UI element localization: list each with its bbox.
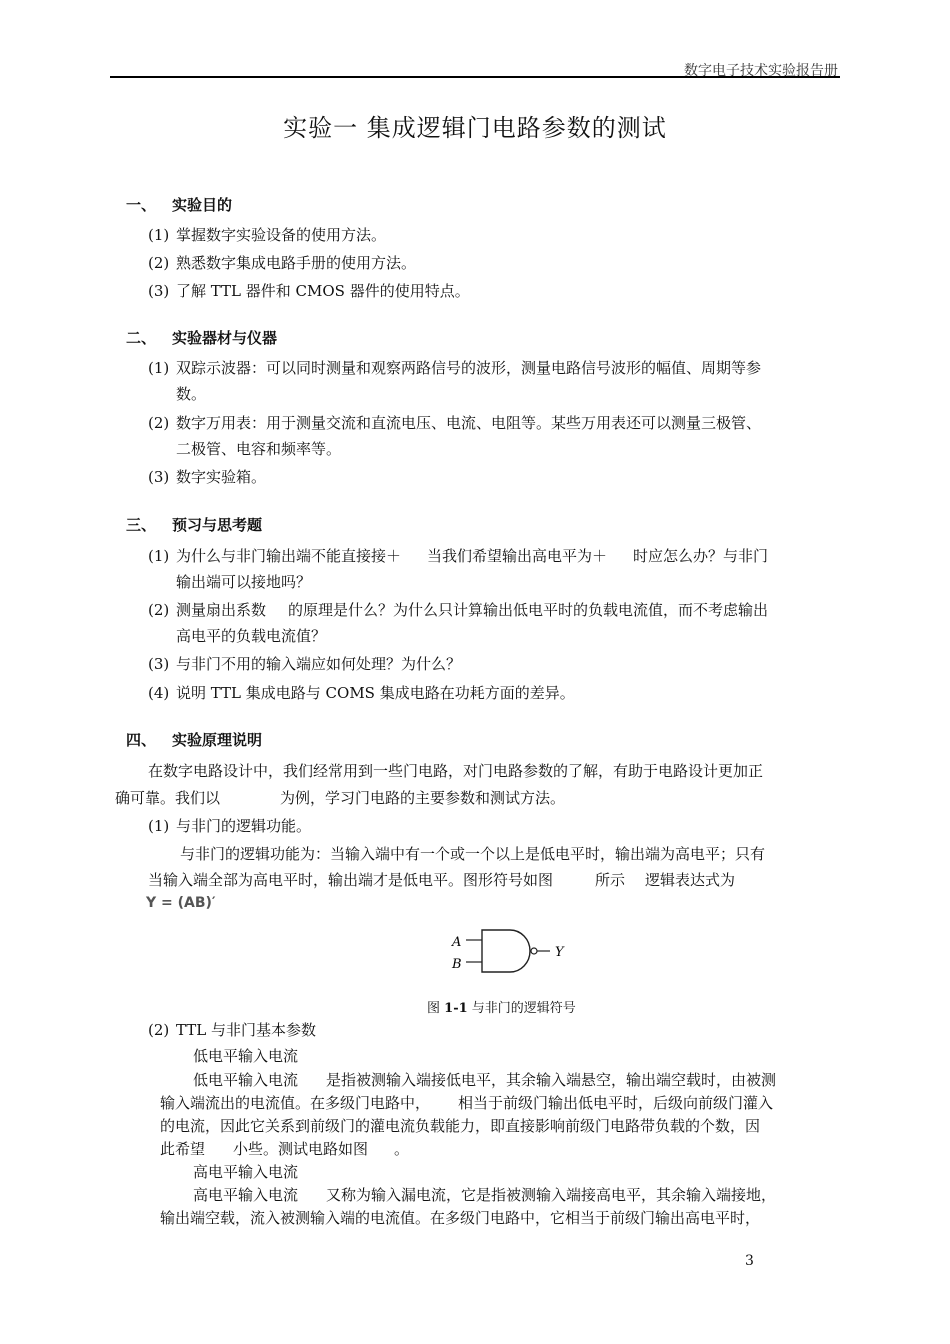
inversion-bubble xyxy=(531,948,537,954)
section-heading-2: 二、 实验器材与仪器 xyxy=(126,329,278,347)
running-header: 数字电子技术实验报告册 xyxy=(684,63,838,79)
param-heading-low-input-current: 低电平输入电流 xyxy=(193,1047,299,1065)
section-heading-1: 一、 实验目的 xyxy=(126,196,233,214)
list-item: (1) 双踪示波器：可以同时测量和观察两路信号的波形，测量电路信号波形的幅值、周期等参 数。 xyxy=(148,359,762,403)
param-heading-high-input-current: 高电平输入电流 xyxy=(193,1163,299,1181)
list-item: (2) 熟悉数字集成电路手册的使用方法。 xyxy=(148,254,417,272)
input-a-label: A xyxy=(452,935,462,950)
high-current-line2: 输出端空载，流入被测输入端的电流值。在多级门电路中，它相当于前级门输出高电平时， xyxy=(160,1209,761,1227)
subsection-2-title: (2) TTL 与非门基本参数 xyxy=(148,1021,317,1039)
logic-function-line1: 与非门的逻辑功能为：当输入端中有一个或一个以上是低电平时，输出端为高电平；只有 xyxy=(180,845,766,863)
low-current-line2: 输入端流出的电流值。在多级门电路中， 相当于前级门输出低电平时，后级向前级门灌入 xyxy=(160,1094,774,1112)
low-current-line3: 的电流，因此它关系到前级门的灌电流负载能力，即直接影响前级门电路带负载的个数，因 xyxy=(160,1117,761,1135)
list-item: (4) 说明 TTL 集成电路与 COMS 集成电路在功耗方面的差异。 xyxy=(148,684,575,702)
logic-expression: Y = (AB)′ xyxy=(146,895,216,911)
subsection-1-title: (1) 与非门的逻辑功能。 xyxy=(148,817,312,835)
list-item: (2) 测量扇出系数 的原理是什么？为什么只计算输出低电平时的负载电流值，而不考虑输出 高电平的负载电流值？ xyxy=(148,601,769,645)
low-current-line4: 此希望 小些。测试电路如图 。 xyxy=(160,1140,410,1158)
page-number: 3 xyxy=(745,1253,754,1269)
low-current-line1: 低电平输入电流 是指被测输入端接低电平，其余输入端悬空，输出端空载时，由被测 xyxy=(193,1071,777,1089)
logic-function-line2: 当输入端全部为高电平时，输出端才是低电平。图形符号如图 所示 逻辑表达式为 xyxy=(148,871,736,889)
header-rule xyxy=(110,76,840,78)
list-item: (3) 与非门不用的输入端应如何处理？为什么？ xyxy=(148,655,462,673)
intro-paragraph-line2: 确可靠。我们以 为例，学习门电路的主要参数和测试方法。 xyxy=(115,789,566,807)
list-item: (2) 数字万用表：用于测量交流和直流电压、电流、电阻等。某些万用表还可以测量三极管、 二极管、电容和频率等。 xyxy=(148,414,762,458)
input-b-label: B xyxy=(452,957,462,972)
intro-paragraph-line1: 在数字电路设计中，我们经常用到一些门电路，对门电路参数的了解，有助于电路设计更加正 xyxy=(148,762,764,780)
page-title: 实验一 集成逻辑门电路参数的测试 xyxy=(283,114,667,142)
gate-body xyxy=(482,930,530,972)
figure-caption: 图 1-1 与非门的逻辑符号 xyxy=(427,1001,576,1016)
list-item: (1) 掌握数字实验设备的使用方法。 xyxy=(148,226,387,244)
list-item: (1) 为什么与非门输出端不能直接接＋ 当我们希望输出高电平为＋ 时应怎么办？与非门 输出端可以接地吗？ xyxy=(148,547,769,591)
section-heading-4: 四、 实验原理说明 xyxy=(126,731,263,749)
section-heading-3: 三、 预习与思考题 xyxy=(126,516,263,534)
list-item: (3) 数字实验箱。 xyxy=(148,468,267,486)
output-y-label: Y xyxy=(555,945,564,960)
list-item: (3) 了解 TTL 器件和 CMOS 器件的使用特点。 xyxy=(148,282,470,300)
high-current-line1: 高电平输入电流 又称为输入漏电流，它是指被测输入端接高电平，其余输入端接地， xyxy=(193,1186,777,1204)
nand-gate-symbol xyxy=(446,924,576,976)
